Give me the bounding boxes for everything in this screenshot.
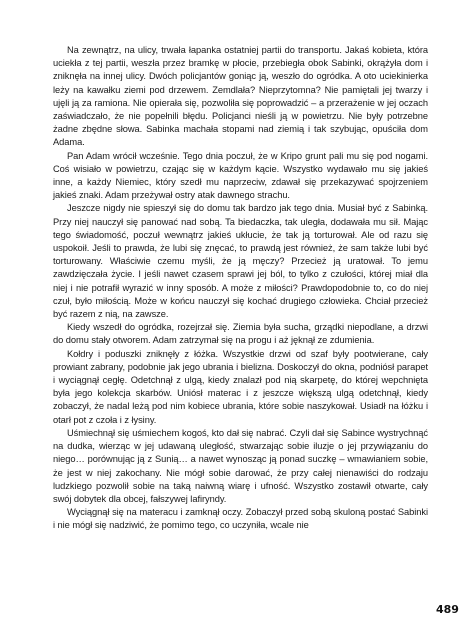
page-number: 489 — [436, 603, 459, 616]
paragraph-6: Uśmiechnął się uśmiechem kogoś, kto dał się nabrać. Czyli dał się Sabince wystrychnąć na dudka, wierząc w jej udawaną uległość, stwarzając sobie iluzje o jej przywiązaniu do niego… porównując ją z Sunią… a nawet wynosząc ją ponad suczkę – wmawianiem sobie, że jest w niej zakochany. Nie mógł sobie darować, że przy całej nienawiści do rodzaju ludzkiego pozwolił sobie na taką naiwną wiarę i ufność. Wszystko zostawił otwarte, cały swój dobytek dla obcej, fałszywej lafiryndy. — [53, 427, 428, 504]
paragraph-2: Pan Adam wrócił wcześnie. Tego dnia poczuł, że w Kripo grunt pali mu się pod nogami. Coś wisiało w powietrzu, czając się w każdym kącie. Wszystko wydawało mu się jakieś inne, a każdy Niemiec, który szedł mu naprzeciw, zdawał się przekazywać spojrzeniem jakieś znaki. Adam przeżywał ostry atak dawnego strachu. — [53, 150, 428, 201]
paragraph-5: Kołdry i poduszki zniknęły z łóżka. Wszystkie drzwi od szaf były pootwierane, cały prowiant zabrany, podobnie jak jego ubrania i bielizna. Doskoczył do okna, podniósł parapet i wyciągnął cegłę. Odetchnął z ulgą, kiedy znalazł pod nią skarpetę, do której wepchnięta była jego kolekcja skarbów. Uniósł materac i z jeszcze większą ulgą odetchnął, kiedy zobaczył, że nadal leżą pod nim kobiece ubrania, które sobie naszykował. Usiadł na łóżku i otarł pot z czoła i z łysiny. — [53, 348, 428, 425]
paragraph-3: Jeszcze nigdy nie spieszył się do domu tak bardzo jak tego dnia. Musiał być z Sabinką. Przy niej nauczył się panować nad sobą. Ta biedaczka, tak uległa, dodawała mu sił. Mając tego świadomość, poczuł wewnątrz jakieś ukłucie, że tak ją torturował. Ale od razu się uspokoił. Jeśli to prawda, że lubi się znęcać, to prawdą jest również, że sam także lubi być torturowany. Właściwie czemu myśli, że ją męczy? Przecież ją uratował. To jemu zawdzięczała życie. I jeśli nawet czasem sprawi jej ból, to tylko z czułości, której miał dla niej i nie potrafił wyrazić w inny sposób. A może z miłości? Prawdopodobnie to, co do niej czuł, było miłością. Może w końcu nauczył się kochać drugiego człowieka. Chciał przecież być razem z nią, na zawsze. — [53, 203, 428, 320]
paragraph-1: Na zewnątrz, na ulicy, trwała łapanka ostatniej partii do transportu. Jakaś kobieta, która uciekła z tej partii, weszła przez bramkę w płocie, przebiegła obok Sabinki, okrążyła dom i zniknęła na innej ulicy. Dwóch policjantów goniąc ją, weszło do ogródka. A oto uciekinierka leży na kawałku ziemi pod drzewem. Zemdlała? Nieprzytomna? Nie pamiętali jej twarzy i ujęli ją za ramiona. Nie opierała się, pozwoliła się poprowadzić – a przerażenie w jej oczach zaświadczało, że nie popełnili błędu. Policjanci nieśli ją w powietrzu. Nie były potrzebne żadne zbędne słowa. Sabinka machała stopami nad ziemią i tak szybując, opuściła dom Adama. — [53, 45, 428, 148]
paragraph-4: Kiedy wszedł do ogródka, rozejrzał się. Ziemia była sucha, grządki niepodlane, a drzwi do domu stały otworem. Adam zatrzymał się na progu i aż jęknął ze zdumienia. — [53, 322, 428, 346]
book-page-body — [53, 44, 428, 533]
paragraph-7: Wyciągnął się na materacu i zamknął oczy. Zobaczył przed sobą skuloną postać Sabinki i nie mógł się nadziwić, że pomimo tego, co uczyniła, wcale nie — [53, 507, 428, 531]
